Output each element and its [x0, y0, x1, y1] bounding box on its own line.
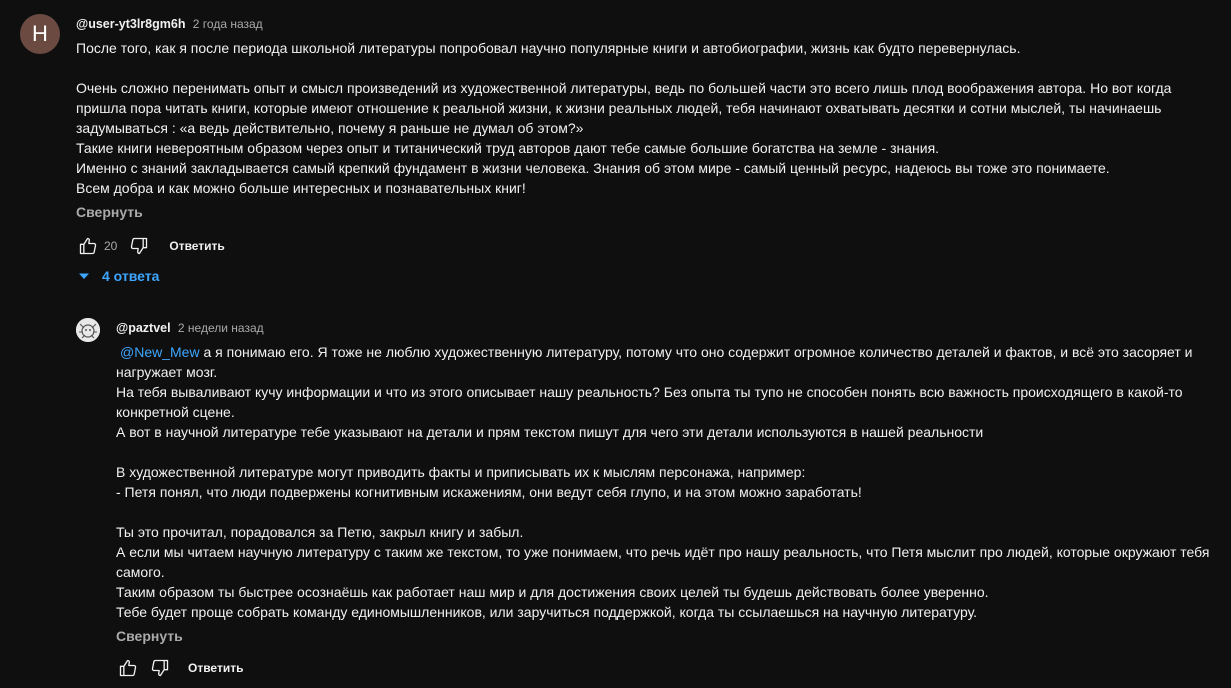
thumbs-up-icon — [118, 658, 138, 678]
comment-text: После того, как я после периода школьной литературы попробовал научно популярные книги и автобиографии, жизнь как будто перевернулась. Очень сложно перенимать опыт и смысл произведений из художественной литературы, ведь по большей части это всего лишь плод воображения автора. Но вот когда пришла пора читать книги, которые имеют отношение к реальной жизни, к жизни реальных людей, тебя начинают охватывать десятки и сотни мыслей, ты начинаешь задумываться : «а ведь действительно, почему я раньше не думал об этом?» Такие книги невероятным образом через опыт и титанический труд авторов дают тебе самые большие богатства на земле - знания. Именно с знаний закладывается самый крепкий фундамент в жизни человека. Знания об этом мире - самый ценный ресурс, надеюсь вы тоже это понимаете. Всем добра и как можно больше интересных и познавательных книг! — [76, 40, 1172, 196]
avatar-image-icon — [76, 318, 100, 342]
like-button[interactable] — [112, 652, 144, 684]
replies-count-label: 4 ответа — [102, 268, 160, 284]
like-button[interactable] — [72, 230, 104, 262]
timestamp[interactable]: 2 недели назад — [177, 321, 264, 335]
reply-button[interactable]: Ответить — [169, 239, 225, 253]
comment-header — [116, 318, 1210, 338]
dislike-button[interactable] — [123, 230, 155, 262]
caret-down-icon — [78, 272, 90, 280]
comment-text — [116, 342, 1210, 622]
comment-actions — [72, 230, 1210, 262]
comment-actions — [112, 652, 1210, 684]
mention-link[interactable]: @New_Mew — [120, 344, 200, 360]
dislike-button[interactable] — [144, 652, 176, 684]
timestamp[interactable]: 2 года назад — [192, 17, 263, 31]
collapse-button[interactable]: Свернуть — [76, 204, 143, 220]
collapse-button[interactable]: Свернуть — [116, 628, 183, 644]
comment-text-body: а я понимаю его. Я тоже не люблю художественную литературу, потому что оно содержит огромное количество деталей и фактов, и всё это засоряет и нагружает мозг. На тебя вываливают кучу информации и что из этого описывает нашу реальность? Без опыта ты тупо не способен понять всю важность происходящего в какой-то конкретной сцене. А вот в научной литературе тебе указывают на детали и прям текстом пишут для чего эти детали используются в нашей реальности В художественной литературе могут приводить факты и приписывать их к мыслям персонажа, например: - Петя понял, что люди подвержены когнитивным искажениям, они ведут себя глупо, и на этом можно заработать! Ты это прочитал, порадовался за Петю, закрыл книгу и забыл. А если мы читаем научную литературу с таким же текстом, то уже понимаем, что речь идёт про нашу реальность, что Петя мыслит про людей, которые окружают тебя самого. Таким образом ты быстрее осознаёшь как работает наш мир и для достижения своих целей ты будешь действовать более уверенно. Тебе будет проще собрать команду единомышленников, или заручиться поддержкой, когда ты ссылаешься на научную литературу. — [116, 344, 1210, 620]
comment-body — [76, 14, 1210, 262]
reply-button[interactable]: Ответить — [188, 661, 244, 675]
author-name[interactable]: @paztvel — [116, 321, 171, 335]
thumbs-down-icon — [129, 236, 149, 256]
thumbs-down-icon — [150, 658, 170, 678]
thumbs-up-icon — [78, 236, 98, 256]
replies-toggle[interactable] — [78, 264, 159, 288]
comment-body — [116, 318, 1210, 684]
author-name[interactable]: @user-yt3lr8gm6h — [76, 17, 186, 31]
comment-header — [76, 14, 1210, 34]
like-count: 20 — [104, 239, 118, 253]
avatar[interactable] — [76, 318, 100, 342]
avatar[interactable]: H — [20, 14, 60, 54]
